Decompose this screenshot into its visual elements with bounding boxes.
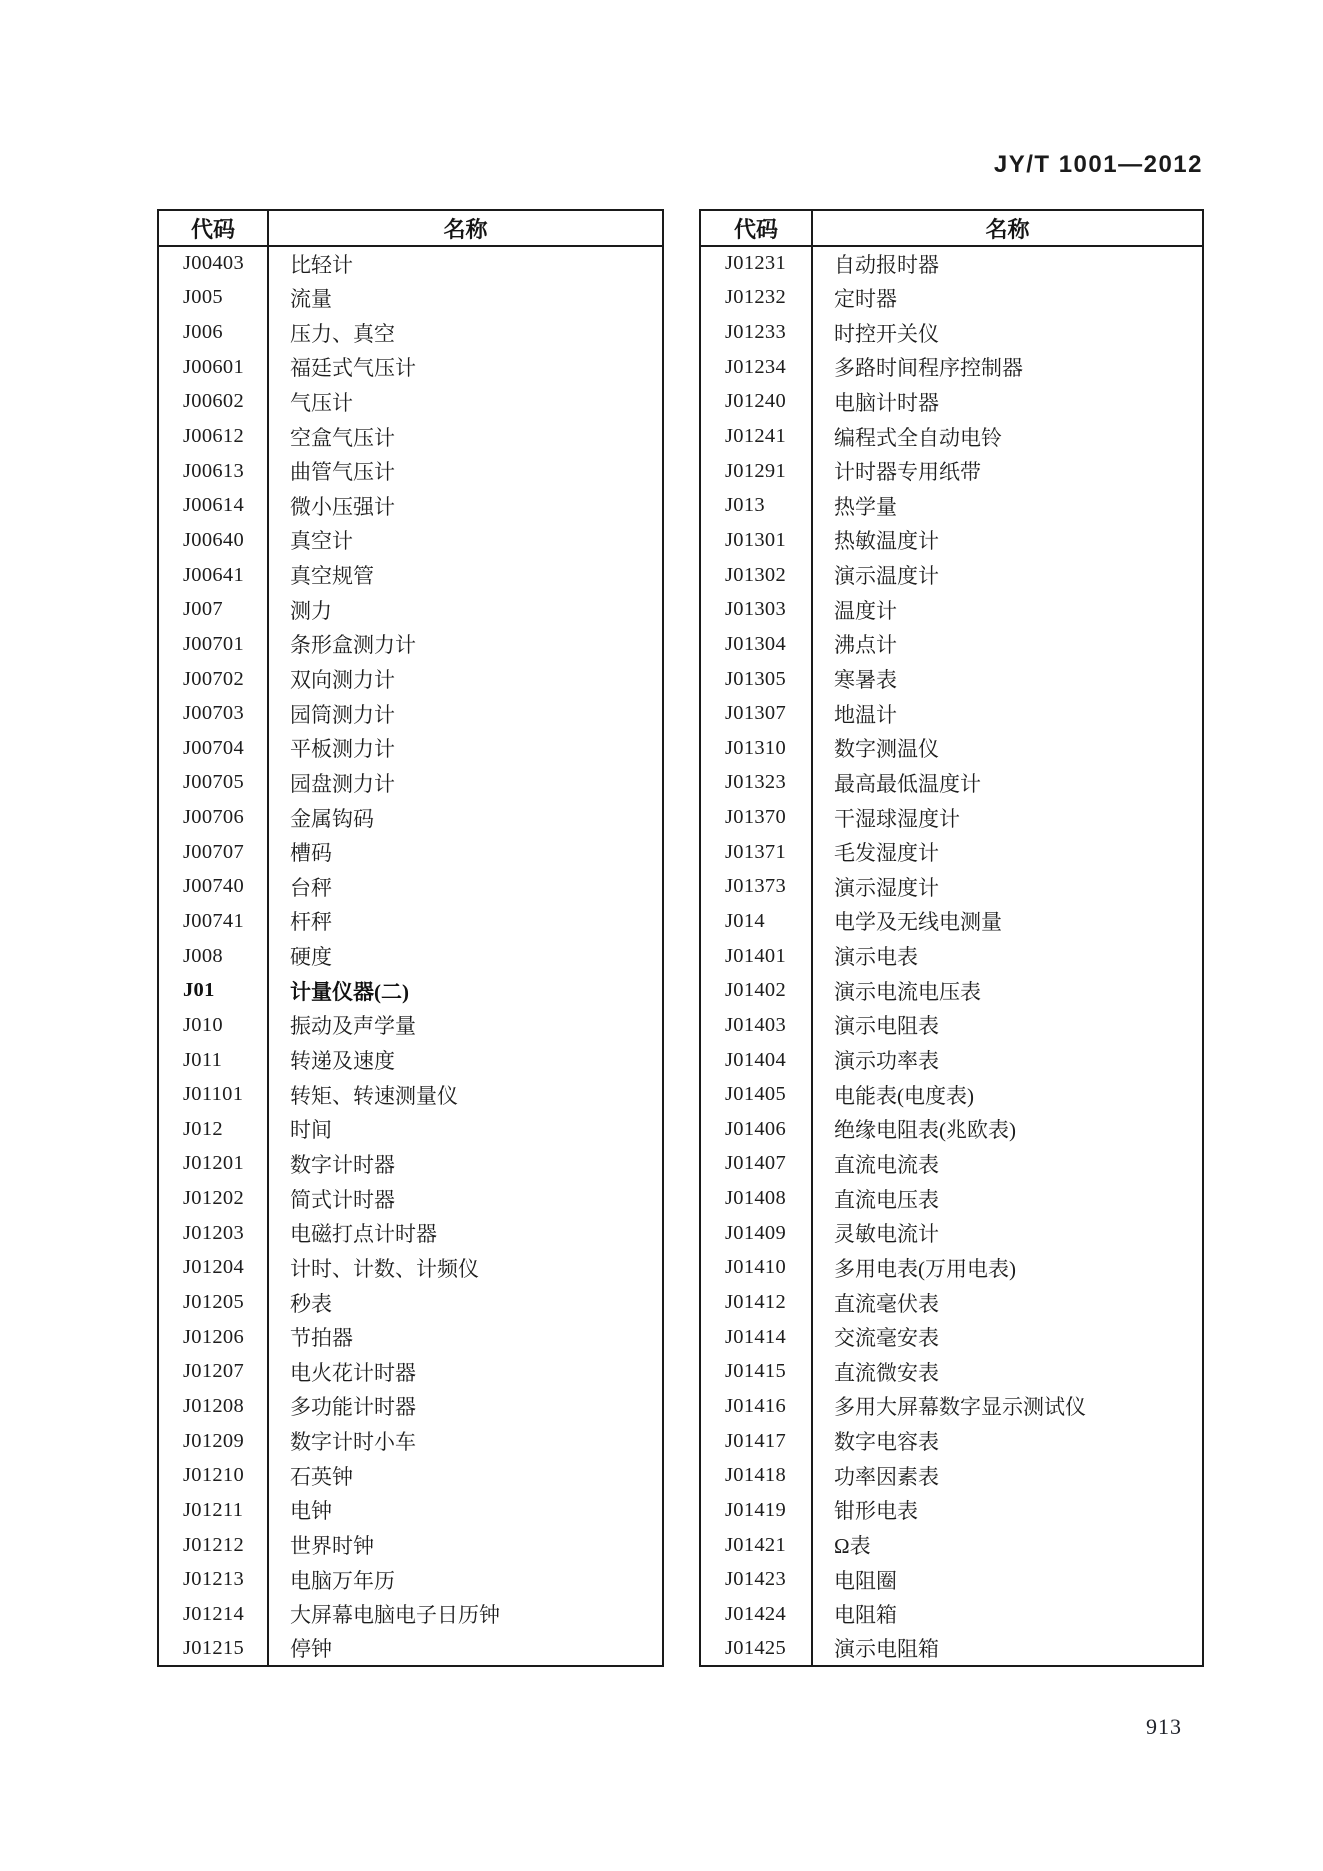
code-column-header: 代码 <box>158 210 268 246</box>
name-cell: 多用大屏幕数字显示测试仪 <box>834 1395 1086 1420</box>
name-cell: 测力 <box>290 598 332 623</box>
table-row <box>158 1320 663 1355</box>
name-cell: 电火花计时器 <box>290 1360 416 1385</box>
page-number: 913 <box>1146 1714 1182 1739</box>
table-row <box>158 246 663 281</box>
table-row <box>700 627 1203 662</box>
name-cell: 条形盒测力计 <box>290 633 416 658</box>
table-row <box>158 1562 663 1597</box>
name-cell: Ω表 <box>834 1534 871 1559</box>
name-cell: 演示电流电压表 <box>834 979 981 1004</box>
left-code-table <box>157 209 664 1667</box>
name-cell: 计时器专用纸带 <box>834 460 981 485</box>
code-cell: J01201 <box>158 1147 268 1182</box>
name-cell: 停钟 <box>290 1637 332 1662</box>
table-row <box>700 1216 1203 1251</box>
code-cell: J00640 <box>158 523 268 558</box>
table-row <box>700 731 1203 766</box>
code-cell: J006 <box>158 315 268 350</box>
table-row <box>158 1493 663 1528</box>
name-cell: 福廷式气压计 <box>290 356 416 381</box>
table-row <box>700 1251 1203 1286</box>
code-cell: J01304 <box>700 627 812 662</box>
code-cell: J01373 <box>700 870 812 905</box>
name-cell: 微小压强计 <box>290 494 395 519</box>
table-row <box>700 800 1203 835</box>
table-row <box>158 1597 663 1632</box>
name-cell: 演示电表 <box>834 945 918 970</box>
table-row <box>700 870 1203 905</box>
name-cell: 绝缘电阻表(兆欧表) <box>834 1118 1016 1143</box>
code-cell: J00614 <box>158 488 268 523</box>
name-cell: 电脑万年历 <box>290 1568 395 1593</box>
code-cell: J00741 <box>158 904 268 939</box>
table-row <box>158 904 663 939</box>
table-row <box>158 731 663 766</box>
name-cell: 毛发湿度计 <box>834 841 939 866</box>
name-cell: 电磁打点计时器 <box>290 1222 437 1247</box>
name-cell: 直流微安表 <box>834 1360 939 1385</box>
code-cell: J01205 <box>158 1285 268 1320</box>
table-row <box>158 1285 663 1320</box>
code-cell: J01424 <box>700 1597 812 1632</box>
name-cell: 气压计 <box>290 390 353 415</box>
name-cell: 热敏温度计 <box>834 529 939 554</box>
code-cell: J005 <box>158 281 268 316</box>
table-header-row <box>158 210 663 246</box>
name-cell: 真空规管 <box>290 564 374 589</box>
table-row <box>158 1077 663 1112</box>
table-row <box>700 454 1203 489</box>
table-row <box>700 523 1203 558</box>
table-row <box>700 281 1203 316</box>
table-row <box>700 592 1203 627</box>
name-cell: 时控开关仪 <box>834 321 939 346</box>
name-cell: 电阻箱 <box>834 1603 897 1628</box>
code-cell: J01414 <box>700 1320 812 1355</box>
code-cell: J01307 <box>700 696 812 731</box>
name-cell: 自动报时器 <box>834 252 939 277</box>
code-cell: J01408 <box>700 1181 812 1216</box>
table-row <box>700 939 1203 974</box>
table-row <box>700 488 1203 523</box>
code-cell: J01233 <box>700 315 812 350</box>
table-row <box>700 662 1203 697</box>
name-cell: 最高最低温度计 <box>834 771 981 796</box>
table-row <box>700 1285 1203 1320</box>
code-cell: J00740 <box>158 870 268 905</box>
name-cell: 电钟 <box>290 1499 332 1524</box>
name-cell: 交流毫安表 <box>834 1326 939 1351</box>
code-cell: J01371 <box>700 835 812 870</box>
code-cell: J01231 <box>700 246 812 281</box>
table-row <box>158 800 663 835</box>
code-cell: J00702 <box>158 662 268 697</box>
name-cell: 空盒气压计 <box>290 425 395 450</box>
table-row <box>158 1251 663 1286</box>
code-cell: J01403 <box>700 1008 812 1043</box>
code-cell: J00601 <box>158 350 268 385</box>
name-cell: 直流电流表 <box>834 1152 939 1177</box>
name-column-header: 名称 <box>812 210 1203 246</box>
table-row <box>158 627 663 662</box>
table-header-row <box>700 210 1203 246</box>
table-row <box>158 523 663 558</box>
table-row <box>700 385 1203 420</box>
code-cell: J01213 <box>158 1562 268 1597</box>
table-row <box>700 1389 1203 1424</box>
name-cell: 钳形电表 <box>834 1499 918 1524</box>
name-cell: 压力、真空 <box>290 321 395 346</box>
table-row <box>158 1008 663 1043</box>
table-row <box>700 904 1203 939</box>
code-cell: J01211 <box>158 1493 268 1528</box>
table-row <box>158 419 663 454</box>
name-cell: 真空计 <box>290 529 353 554</box>
code-cell: J01291 <box>700 454 812 489</box>
code-cell: J01240 <box>700 385 812 420</box>
name-cell: 比轻计 <box>290 252 353 277</box>
name-cell: 转矩、转速测量仪 <box>290 1083 458 1108</box>
code-cell: J01305 <box>700 662 812 697</box>
table-row <box>700 558 1203 593</box>
code-cell: J01206 <box>158 1320 268 1355</box>
code-cell: J01241 <box>700 419 812 454</box>
code-cell: J01415 <box>700 1355 812 1390</box>
code-cell: J01425 <box>700 1632 812 1667</box>
code-cell: J01212 <box>158 1528 268 1563</box>
code-cell: J01101 <box>158 1077 268 1112</box>
name-cell: 演示功率表 <box>834 1049 939 1074</box>
code-cell: J010 <box>158 1008 268 1043</box>
code-cell: J01416 <box>700 1389 812 1424</box>
name-cell: 演示电阻箱 <box>834 1637 939 1662</box>
table-row <box>700 1147 1203 1182</box>
table-row <box>700 419 1203 454</box>
table-row <box>700 1320 1203 1355</box>
name-cell: 杆秤 <box>290 910 332 935</box>
table-row <box>158 1043 663 1078</box>
name-cell: 定时器 <box>834 286 897 311</box>
table-row <box>700 1528 1203 1563</box>
table-row <box>700 1112 1203 1147</box>
name-cell: 干湿球湿度计 <box>834 806 960 831</box>
code-cell: J01421 <box>700 1528 812 1563</box>
code-cell: J00705 <box>158 766 268 801</box>
name-cell: 世界时钟 <box>290 1534 374 1559</box>
code-cell: J00641 <box>158 558 268 593</box>
code-column-header: 代码 <box>700 210 812 246</box>
table-row <box>700 766 1203 801</box>
code-cell: J01310 <box>700 731 812 766</box>
name-cell: 编程式全自动电铃 <box>834 425 1002 450</box>
name-cell: 节拍器 <box>290 1326 353 1351</box>
table-row <box>158 315 663 350</box>
name-cell: 多路时间程序控制器 <box>834 356 1023 381</box>
name-cell: 秒表 <box>290 1291 332 1316</box>
code-cell: J01210 <box>158 1458 268 1493</box>
table-row <box>158 385 663 420</box>
code-cell: J01402 <box>700 973 812 1008</box>
table-row <box>700 696 1203 731</box>
table-row <box>158 350 663 385</box>
code-cell: J012 <box>158 1112 268 1147</box>
code-cell: J008 <box>158 939 268 974</box>
code-cell: J01406 <box>700 1112 812 1147</box>
table-row <box>158 696 663 731</box>
table-row <box>700 835 1203 870</box>
code-cell: J01412 <box>700 1285 812 1320</box>
name-column-header: 名称 <box>268 210 663 246</box>
name-cell: 热学量 <box>834 494 897 519</box>
table-row <box>700 1632 1203 1667</box>
code-cell: J00403 <box>158 246 268 281</box>
name-cell: 转递及速度 <box>290 1049 395 1074</box>
table-row <box>158 1528 663 1563</box>
name-cell: 流量 <box>290 286 332 311</box>
name-cell: 计量仪器(二) <box>290 979 409 1004</box>
code-cell: J01301 <box>700 523 812 558</box>
table-row <box>700 1355 1203 1390</box>
code-cell: J01370 <box>700 800 812 835</box>
table-row <box>158 1424 663 1459</box>
code-cell: J01405 <box>700 1077 812 1112</box>
table-row <box>158 662 663 697</box>
code-cell: J01202 <box>158 1181 268 1216</box>
name-cell: 金属钩码 <box>290 806 374 831</box>
table-row <box>700 1181 1203 1216</box>
table-row <box>158 1389 663 1424</box>
code-cell: J01404 <box>700 1043 812 1078</box>
name-cell: 数字计时小车 <box>290 1430 416 1455</box>
standard-number-header: JY/T 1001—2012 <box>993 151 1203 178</box>
name-cell: 电阻圈 <box>834 1568 897 1593</box>
name-cell: 曲管气压计 <box>290 460 395 485</box>
name-cell: 硬度 <box>290 945 332 970</box>
table-row <box>158 592 663 627</box>
table-row <box>700 350 1203 385</box>
code-cell: J01 <box>158 973 268 1008</box>
name-cell: 数字电容表 <box>834 1430 939 1455</box>
name-cell: 台秤 <box>290 875 332 900</box>
table-row <box>700 1008 1203 1043</box>
table-row <box>158 1181 663 1216</box>
code-cell: J01207 <box>158 1355 268 1390</box>
code-cell: J01203 <box>158 1216 268 1251</box>
table-row <box>700 1562 1203 1597</box>
name-cell: 槽码 <box>290 841 332 866</box>
table-row <box>700 973 1203 1008</box>
table-row <box>700 246 1203 281</box>
code-cell: J01302 <box>700 558 812 593</box>
code-cell: J01410 <box>700 1251 812 1286</box>
name-cell: 多用电表(万用电表) <box>834 1256 1016 1281</box>
table-row <box>158 454 663 489</box>
code-cell: J01409 <box>700 1216 812 1251</box>
code-cell: J00701 <box>158 627 268 662</box>
code-cell: J00613 <box>158 454 268 489</box>
code-cell: J01234 <box>700 350 812 385</box>
table-row <box>158 1112 663 1147</box>
code-cell: J00612 <box>158 419 268 454</box>
table-row <box>158 488 663 523</box>
code-cell: J01209 <box>158 1424 268 1459</box>
table-row <box>700 315 1203 350</box>
table-row <box>700 1458 1203 1493</box>
name-cell: 演示电阻表 <box>834 1014 939 1039</box>
name-cell: 直流电压表 <box>834 1187 939 1212</box>
name-cell: 演示温度计 <box>834 564 939 589</box>
name-cell: 直流毫伏表 <box>834 1291 939 1316</box>
name-cell: 平板测力计 <box>290 737 395 762</box>
code-cell: J01407 <box>700 1147 812 1182</box>
table-row <box>158 1147 663 1182</box>
code-cell: J00703 <box>158 696 268 731</box>
table-row <box>158 870 663 905</box>
code-cell: J01419 <box>700 1493 812 1528</box>
code-cell: J01401 <box>700 939 812 974</box>
code-cell: J00704 <box>158 731 268 766</box>
name-cell: 电学及无线电测量 <box>834 910 1002 935</box>
table-row <box>158 281 663 316</box>
name-cell: 数字测温仪 <box>834 737 939 762</box>
name-cell: 多功能计时器 <box>290 1395 416 1420</box>
table-row <box>158 1216 663 1251</box>
name-cell: 灵敏电流计 <box>834 1222 939 1247</box>
code-cell: J011 <box>158 1043 268 1078</box>
code-cell: J01232 <box>700 281 812 316</box>
name-cell: 振动及声学量 <box>290 1014 416 1039</box>
code-cell: J01215 <box>158 1632 268 1667</box>
code-cell: J00602 <box>158 385 268 420</box>
code-cell: J013 <box>700 488 812 523</box>
table-row <box>158 973 663 1008</box>
table-row <box>158 766 663 801</box>
code-cell: J01303 <box>700 592 812 627</box>
table-row <box>158 1458 663 1493</box>
table-row <box>158 558 663 593</box>
table-row <box>158 1632 663 1667</box>
name-cell: 功率因素表 <box>834 1464 939 1489</box>
name-cell: 寒暑表 <box>834 668 897 692</box>
table-row <box>158 1355 663 1390</box>
name-cell: 大屏幕电脑电子日历钟 <box>290 1603 500 1628</box>
name-cell: 地温计 <box>834 702 897 727</box>
table-row <box>700 1424 1203 1459</box>
name-cell: 双向测力计 <box>290 668 395 692</box>
name-cell: 沸点计 <box>834 633 897 658</box>
name-cell: 石英钟 <box>290 1464 353 1489</box>
code-cell: J01208 <box>158 1389 268 1424</box>
code-cell: J014 <box>700 904 812 939</box>
name-cell: 园筒测力计 <box>290 702 395 727</box>
table-row <box>158 939 663 974</box>
code-cell: J01417 <box>700 1424 812 1459</box>
name-cell: 时间 <box>290 1118 332 1143</box>
table-row <box>700 1597 1203 1632</box>
name-cell: 电脑计时器 <box>834 390 939 415</box>
name-cell: 温度计 <box>834 598 897 623</box>
table-row <box>158 835 663 870</box>
code-cell: J00707 <box>158 835 268 870</box>
name-cell: 园盘测力计 <box>290 771 395 796</box>
table-row <box>700 1493 1203 1528</box>
code-cell: J01418 <box>700 1458 812 1493</box>
name-cell: 简式计时器 <box>290 1187 395 1212</box>
table-row <box>700 1043 1203 1078</box>
name-cell: 数字计时器 <box>290 1152 395 1177</box>
table-row <box>700 1077 1203 1112</box>
code-cell: J00706 <box>158 800 268 835</box>
name-cell: 电能表(电度表) <box>834 1083 974 1108</box>
code-cell: J01214 <box>158 1597 268 1632</box>
code-cell: J007 <box>158 592 268 627</box>
name-cell: 演示湿度计 <box>834 875 939 900</box>
code-cell: J01323 <box>700 766 812 801</box>
code-cell: J01423 <box>700 1562 812 1597</box>
name-cell: 计时、计数、计频仪 <box>290 1256 479 1281</box>
code-cell: J01204 <box>158 1251 268 1286</box>
right-code-table <box>699 209 1204 1667</box>
